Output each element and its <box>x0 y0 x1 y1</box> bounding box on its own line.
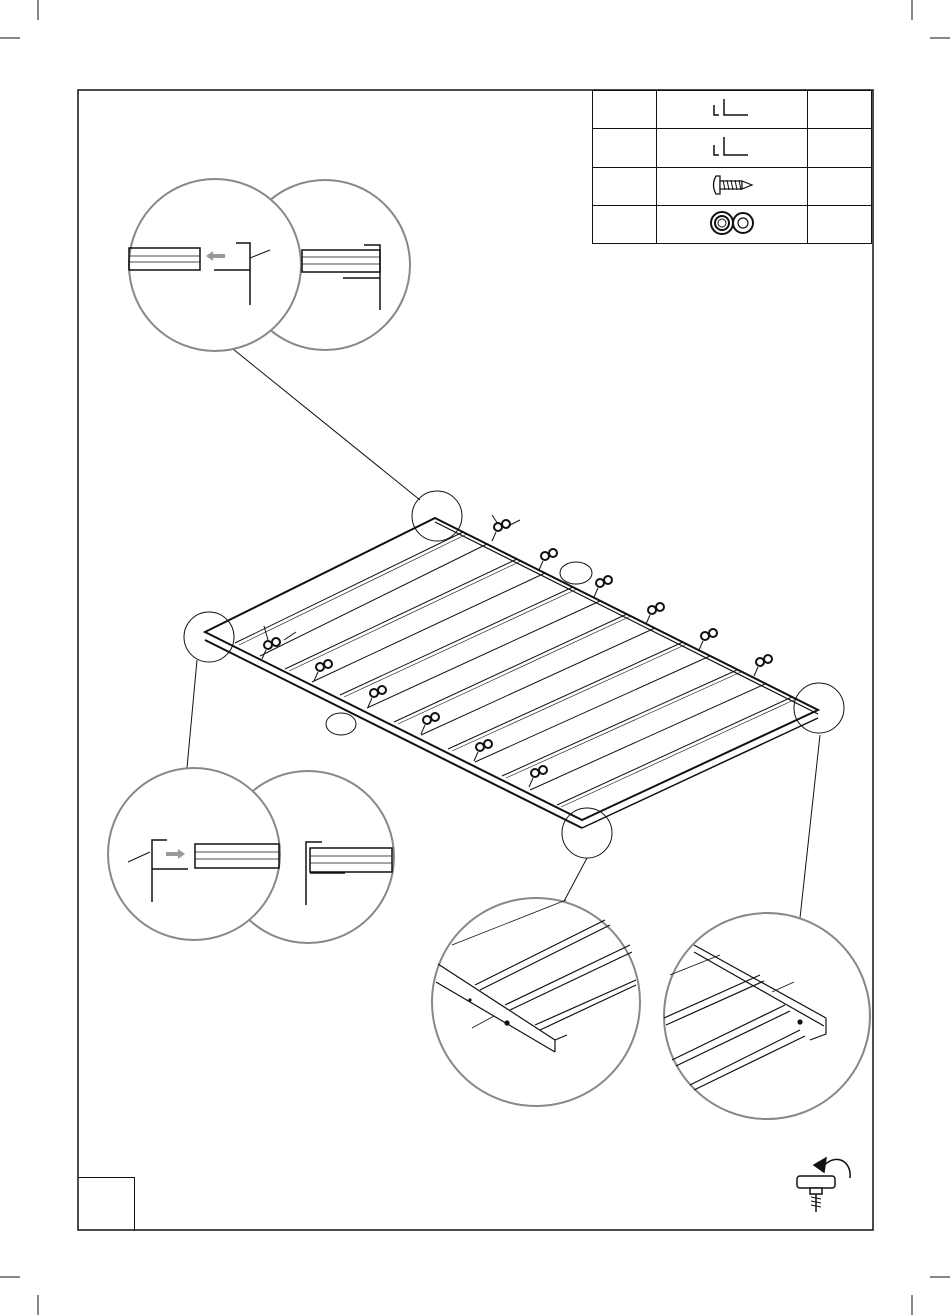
parts-row <box>593 91 872 129</box>
part-quantity <box>807 205 871 243</box>
washer-cluster <box>646 603 664 624</box>
part-code <box>593 167 657 205</box>
label-oval-upper <box>560 562 592 584</box>
parts-row <box>593 205 872 243</box>
washer-cluster <box>492 520 510 541</box>
front-corner-detail <box>432 898 640 1106</box>
label-oval-lower <box>326 713 356 735</box>
angle-bracket-icon <box>657 91 807 129</box>
top-left-connector-detail <box>129 179 410 351</box>
washer-cluster <box>539 549 557 570</box>
right-corner-detail <box>664 913 870 1119</box>
washer-and-cap-icon <box>657 205 807 243</box>
part-quantity <box>807 167 871 205</box>
screw-cap-rotate-icon <box>797 1158 850 1212</box>
parts-row <box>593 129 872 167</box>
lower-left-connector-detail <box>108 768 394 943</box>
parts-row <box>593 167 872 205</box>
part-code <box>593 205 657 243</box>
part-quantity <box>807 91 871 129</box>
step-number-box <box>78 1177 135 1231</box>
part-code <box>593 129 657 167</box>
washer-cluster <box>699 629 717 650</box>
parts-table <box>592 90 872 244</box>
part-quantity <box>807 129 871 167</box>
self-tapping-screw-icon <box>657 167 807 205</box>
part-code <box>593 91 657 129</box>
washer-cluster <box>594 576 612 597</box>
angle-bracket-icon <box>657 129 807 167</box>
washer-cluster <box>754 655 772 676</box>
